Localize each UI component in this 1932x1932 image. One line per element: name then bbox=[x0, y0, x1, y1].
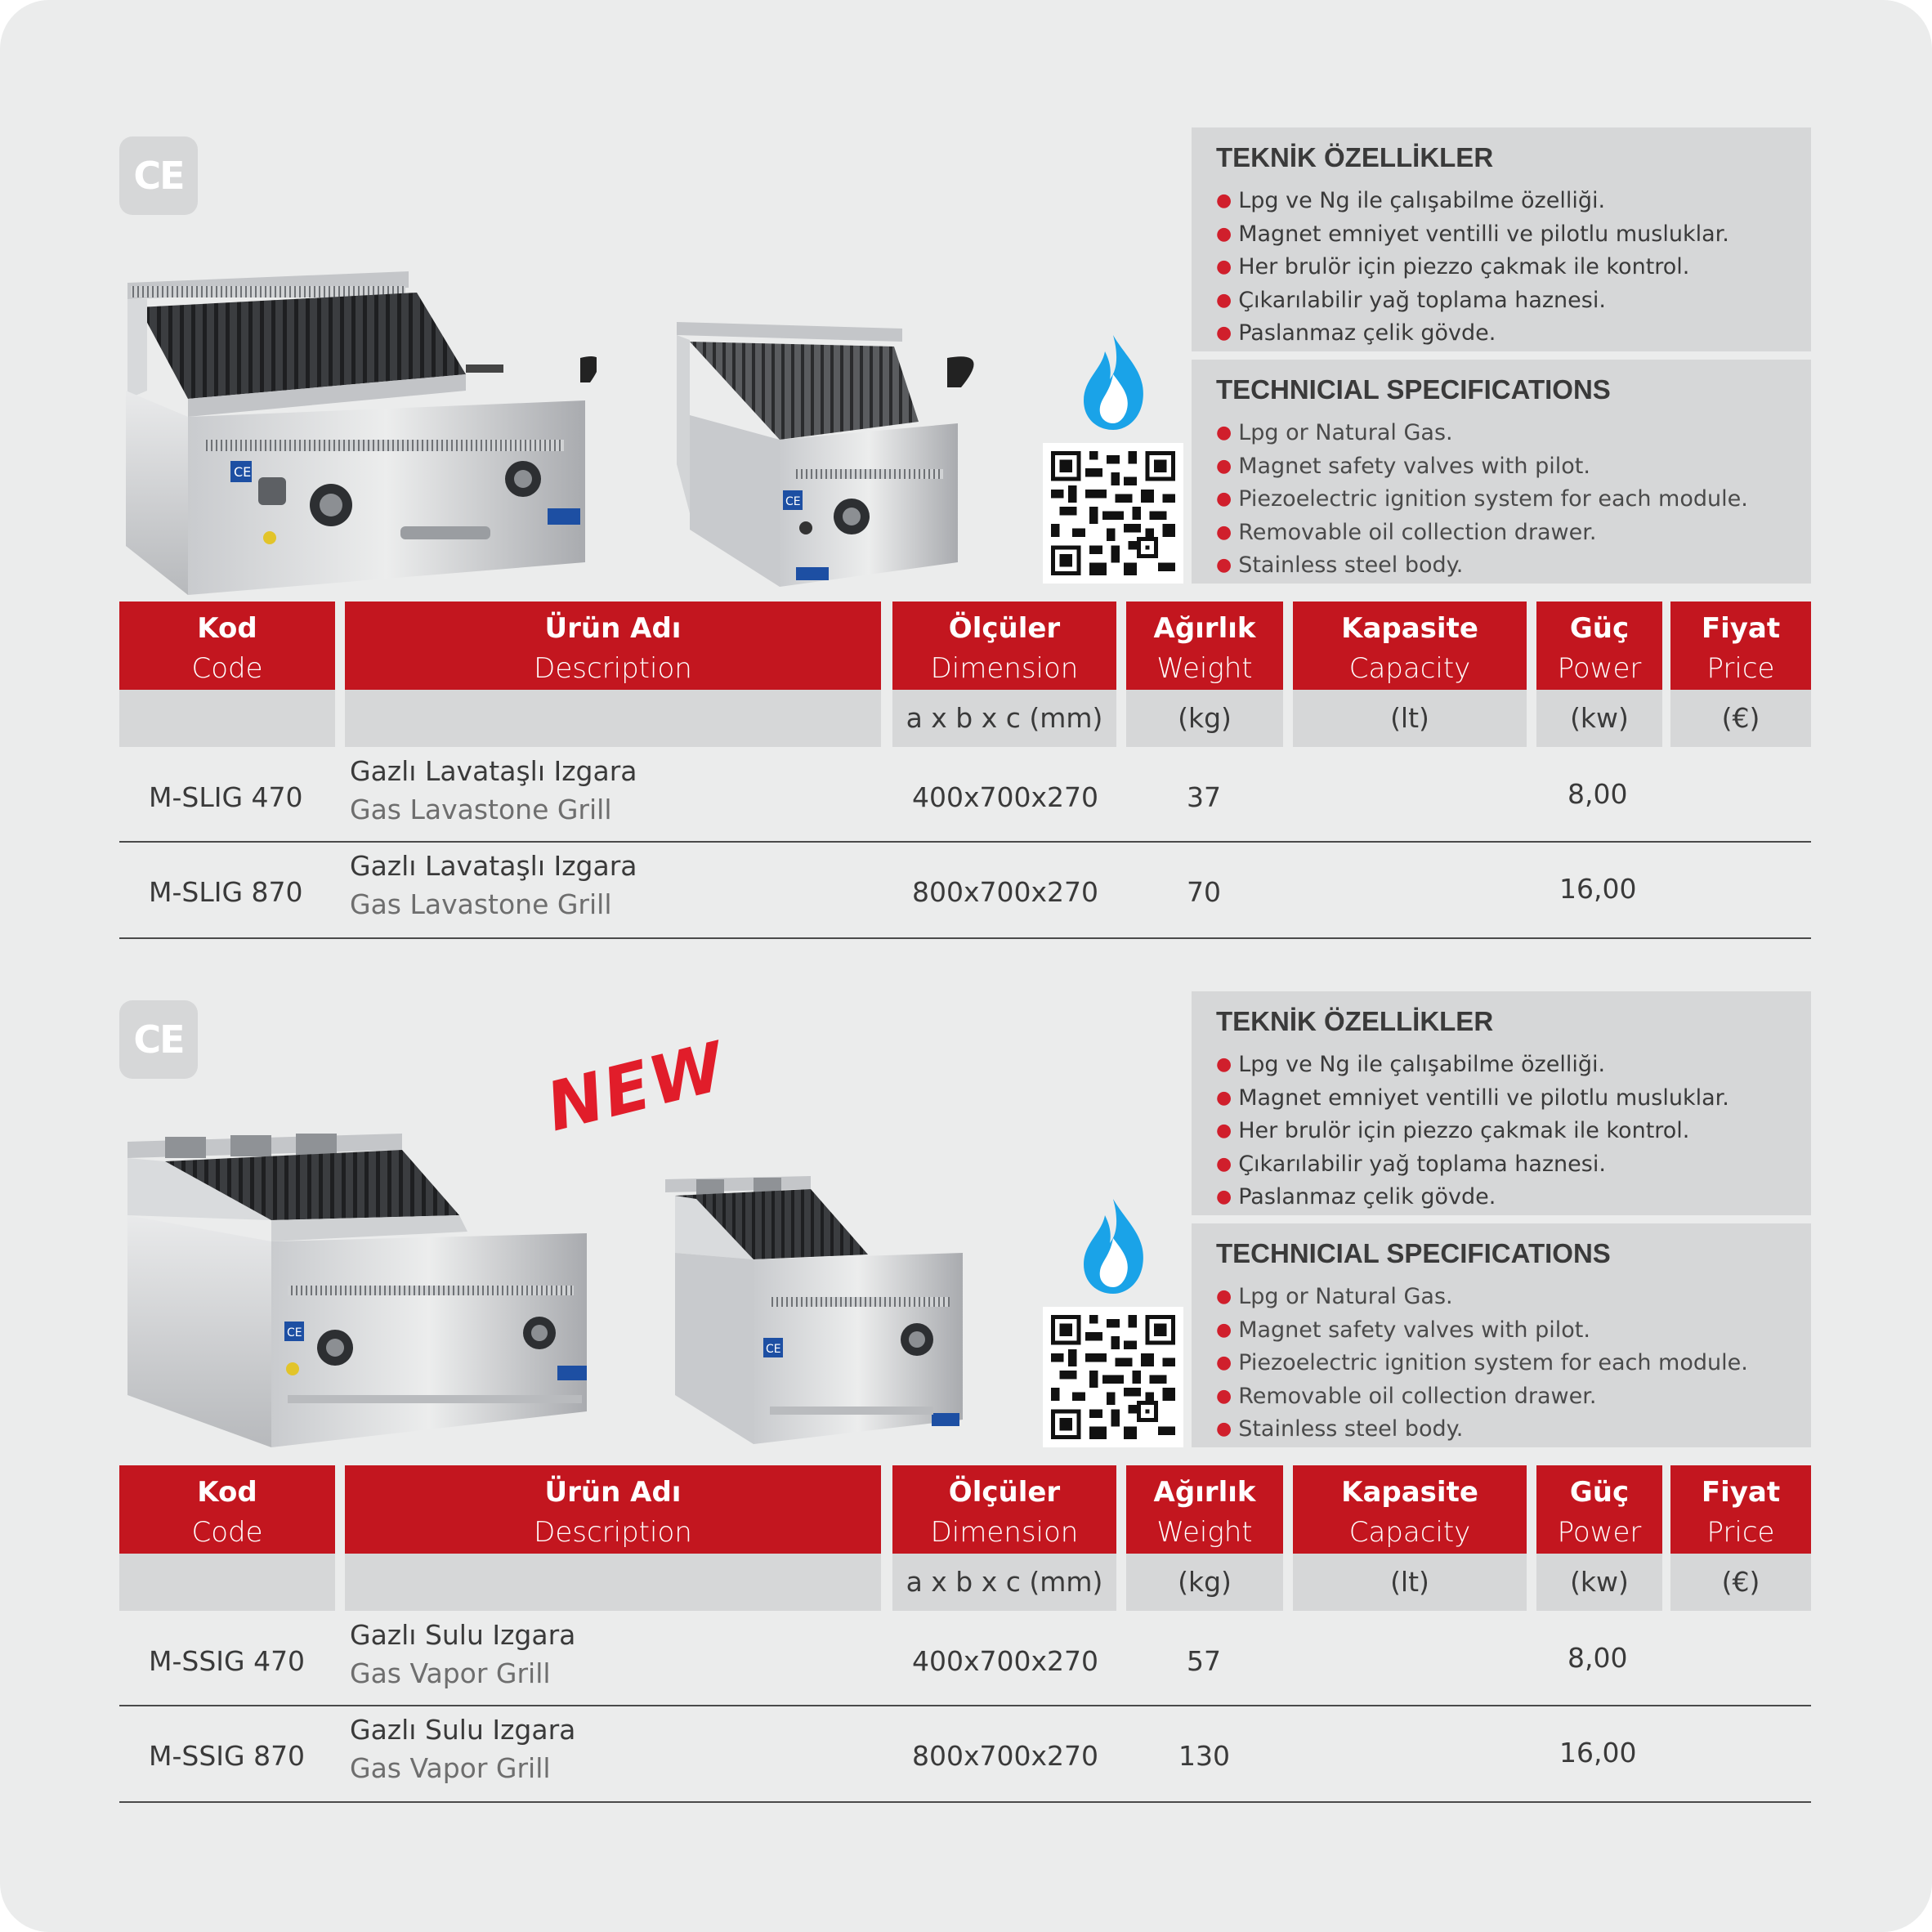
cell-description: Gazlı Sulu Izgara Gas Vapor Grill bbox=[350, 1714, 576, 1784]
table-row bbox=[119, 1611, 1811, 1706]
col-header-name: Ürün Adı Description bbox=[345, 1465, 881, 1554]
spec-list-tr bbox=[1216, 185, 1811, 351]
unit-weight: (kg) bbox=[1126, 1554, 1283, 1611]
col-header-code: Kod Code bbox=[119, 1465, 335, 1554]
unit-dimension: a x b x c (mm) bbox=[892, 690, 1116, 747]
spec-box-english bbox=[1192, 360, 1811, 584]
spec-item: ● Magnet safety valves with pilot. bbox=[1216, 1317, 1590, 1343]
unit-power: (kw) bbox=[1536, 690, 1662, 747]
gas-flame-icon bbox=[1077, 333, 1149, 432]
spec-list-tr bbox=[1216, 1049, 1811, 1214]
spec-item: ● Lpg ve Ng ile çalışabilme özelliği. bbox=[1216, 1052, 1606, 1077]
cell-code: M-SSIG 470 bbox=[149, 1645, 306, 1677]
spec-item: ● Magnet emniyet ventilli ve pilotlu musluklar. bbox=[1216, 1085, 1729, 1111]
col-header-price: Fiyat Price bbox=[1670, 602, 1811, 690]
cell-description: Gazlı Sulu Izgara Gas Vapor Grill bbox=[350, 1619, 576, 1689]
cell-dimension: 400x700x270 bbox=[912, 1645, 1099, 1677]
unit-weight: (kg) bbox=[1126, 690, 1283, 747]
spec-box-turkish bbox=[1192, 991, 1811, 1215]
unit-name bbox=[345, 1554, 881, 1611]
unit-price: (€) bbox=[1670, 1554, 1811, 1611]
col-header-dimension: Ölçüler Dimension bbox=[892, 602, 1116, 690]
cell-weight: 57 bbox=[1187, 1645, 1221, 1677]
cell-weight: 70 bbox=[1187, 876, 1221, 908]
spec-item: ● Stainless steel body. bbox=[1216, 552, 1464, 578]
spec-item: ● Stainless steel body. bbox=[1216, 1416, 1464, 1442]
svg-text:CE: CE bbox=[234, 464, 252, 480]
cell-power: 16,00 bbox=[1559, 1737, 1637, 1769]
spec-title-tr: TEKNİK ÖZELLİKLER bbox=[1216, 1006, 1494, 1036]
spec-item: ● Çıkarılabilir yağ toplama haznesi. bbox=[1216, 1151, 1606, 1177]
cell-weight: 130 bbox=[1178, 1740, 1230, 1772]
spec-title-tr: TEKNİK ÖZELLİKLER bbox=[1216, 142, 1494, 172]
cell-dimension: 400x700x270 bbox=[912, 781, 1099, 813]
product-section-vapor bbox=[0, 864, 1932, 1784]
spec-item: ● Piezoelectric ignition system for each module. bbox=[1216, 486, 1748, 512]
spec-list-en bbox=[1216, 1281, 1811, 1447]
qr-code[interactable] bbox=[1043, 443, 1183, 584]
spec-item: ● Removable oil collection drawer. bbox=[1216, 1383, 1597, 1409]
spec-item: ● Lpg or Natural Gas. bbox=[1216, 420, 1453, 445]
spec-item: ● Piezoelectric ignition system for each module. bbox=[1216, 1350, 1748, 1375]
spec-item: ● Her brulör için piezzo çakmak ile kontrol. bbox=[1216, 1118, 1690, 1143]
qr-code[interactable] bbox=[1043, 1307, 1183, 1447]
col-header-capacity: Kapasite Capacity bbox=[1293, 1465, 1527, 1554]
spec-title-en: TECHNICIAL SPECIFICATIONS bbox=[1216, 374, 1611, 405]
unit-code bbox=[119, 1554, 335, 1611]
cell-weight: 37 bbox=[1187, 781, 1221, 813]
col-header-name: Ürün Adı Description bbox=[345, 602, 881, 690]
cell-code: M-SLIG 870 bbox=[149, 876, 303, 908]
cell-power: 8,00 bbox=[1568, 778, 1628, 810]
spec-box-english bbox=[1192, 1223, 1811, 1447]
lavastone-grill-small-image bbox=[673, 317, 984, 595]
spec-item: ● Paslanmaz çelik gövde. bbox=[1216, 320, 1496, 346]
ce-mark-badge: CE bbox=[119, 1000, 198, 1079]
unit-capacity: (lt) bbox=[1293, 690, 1527, 747]
svg-text:CE: CE bbox=[766, 1343, 781, 1356]
spec-list-en bbox=[1216, 417, 1811, 583]
cell-description: Gazlı Lavataşlı Izgara Gas Lavastone Grill bbox=[350, 850, 637, 920]
cell-code: M-SSIG 870 bbox=[149, 1740, 306, 1772]
col-header-capacity: Kapasite Capacity bbox=[1293, 602, 1527, 690]
spec-item: ● Paslanmaz çelik gövde. bbox=[1216, 1184, 1496, 1210]
col-header-weight: Ağırlık Weight bbox=[1126, 602, 1283, 690]
gas-flame-icon bbox=[1077, 1197, 1149, 1295]
spec-item: ● Magnet safety valves with pilot. bbox=[1216, 453, 1590, 479]
vapor-grill-large-image bbox=[124, 1125, 598, 1452]
lavastone-grill-large-image bbox=[123, 260, 597, 595]
cell-dimension: 800x700x270 bbox=[912, 1740, 1099, 1772]
col-header-price: Fiyat Price bbox=[1670, 1465, 1811, 1554]
cell-dimension: 800x700x270 bbox=[912, 876, 1099, 908]
col-header-code: Kod Code bbox=[119, 602, 335, 690]
cell-power: 16,00 bbox=[1559, 873, 1637, 905]
svg-text:CE: CE bbox=[287, 1326, 302, 1339]
spec-item: ● Magnet emniyet ventilli ve pilotlu musluklar. bbox=[1216, 221, 1729, 247]
col-header-power: Güç Power bbox=[1536, 602, 1662, 690]
svg-text:CE: CE bbox=[785, 495, 801, 508]
ce-mark-badge: CE bbox=[119, 136, 198, 215]
new-product-stamp: NEW bbox=[539, 1027, 734, 1147]
unit-price: (€) bbox=[1670, 690, 1811, 747]
spec-item: ● Removable oil collection drawer. bbox=[1216, 519, 1597, 545]
spec-box-turkish bbox=[1192, 127, 1811, 351]
spec-item: ● Her brulör için piezzo çakmak ile kontrol. bbox=[1216, 254, 1690, 280]
spec-item: ● Çıkarılabilir yağ toplama haznesi. bbox=[1216, 287, 1606, 313]
product-section-lavastone bbox=[0, 0, 1932, 920]
spec-title-en: TECHNICIAL SPECIFICATIONS bbox=[1216, 1238, 1611, 1268]
unit-code bbox=[119, 690, 335, 747]
unit-dimension: a x b x c (mm) bbox=[892, 1554, 1116, 1611]
unit-capacity: (lt) bbox=[1293, 1554, 1527, 1611]
col-header-weight: Ağırlık Weight bbox=[1126, 1465, 1283, 1554]
cell-power: 8,00 bbox=[1568, 1642, 1628, 1674]
table-row bbox=[119, 1707, 1811, 1803]
col-header-dimension: Ölçüler Dimension bbox=[892, 1465, 1116, 1554]
cell-code: M-SLIG 470 bbox=[149, 781, 303, 813]
cell-description: Gazlı Lavataşlı Izgara Gas Lavastone Grill bbox=[350, 755, 637, 825]
spec-item: ● Lpg or Natural Gas. bbox=[1216, 1284, 1453, 1309]
col-header-power: Güç Power bbox=[1536, 1465, 1662, 1554]
unit-name bbox=[345, 690, 881, 747]
unit-power: (kw) bbox=[1536, 1554, 1662, 1611]
table-row bbox=[119, 747, 1811, 843]
vapor-grill-small-image bbox=[664, 1174, 974, 1452]
spec-item: ● Lpg ve Ng ile çalışabilme özelliği. bbox=[1216, 188, 1606, 213]
